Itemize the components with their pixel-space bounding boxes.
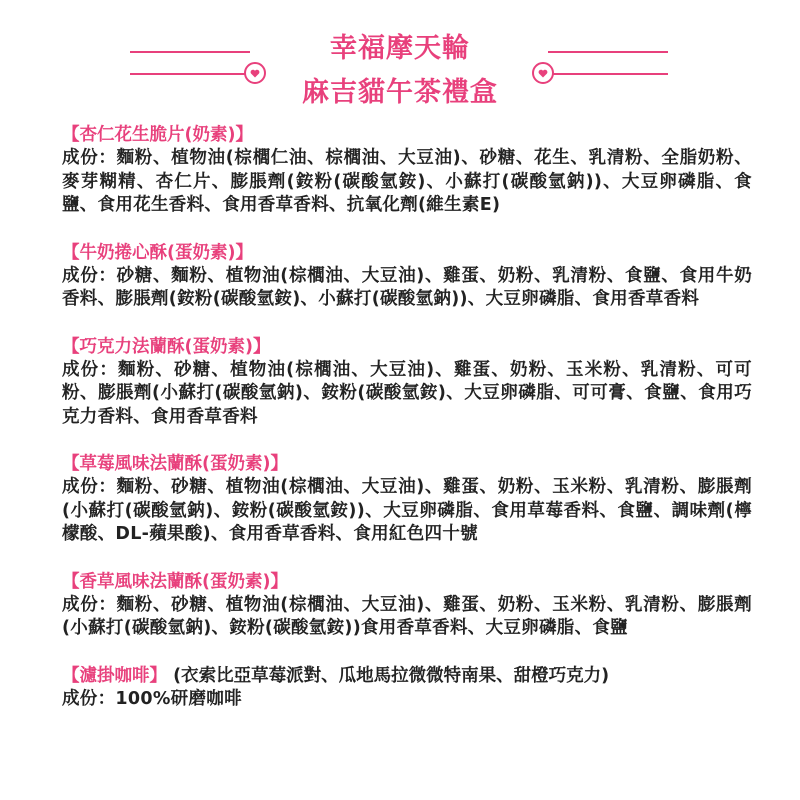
section-drip-coffee — [62, 665, 752, 712]
section-ingredients: 成份：砂糖、麵粉、植物油(棕櫚油、大豆油)、雞蛋、奶粉、乳清粉、食鹽、食用牛奶香料、膨脹劑(銨粉(碳酸氫銨)、小蘇打(碳酸氫鈉))、大豆卵磷脂、食用香草香料 — [62, 265, 752, 309]
section-strawberry-wafer — [62, 453, 752, 547]
heart-icon-right — [532, 62, 554, 84]
section-title: 【香草風味法蘭酥(蛋奶素)】 — [62, 571, 288, 592]
section-title-name: 【濾掛咖啡】 — [62, 665, 167, 686]
section-chocolate-wafer — [62, 336, 752, 430]
section-ingredients: 成份：麵粉、植物油(棕櫚仁油、棕櫚油、大豆油)、砂糖、花生、乳清粉、全脂奶粉、麥芽糊精、杏仁片、膨脹劑(銨粉(碳酸氫銨)、小蘇打(碳酸氫鈉))、大豆卵磷脂、食鹽、食用花生香料、食用香草香料、抗氧化劑(維生素E) — [62, 148, 752, 215]
deco-line-right-top — [548, 51, 668, 53]
section-ingredients: 成份：麵粉、砂糖、植物油(棕櫚油、大豆油)、雞蛋、奶粉、玉米粉、乳清粉、膨脹劑(小蘇打(碳酸氫鈉)、銨粉(碳酸氫銨))食用香草香料、大豆卵磷脂、食鹽 — [62, 594, 752, 638]
title-line-1: 幸福摩天輪 — [330, 33, 470, 64]
section-ingredients: 成份：麵粉、砂糖、植物油(棕櫚油、大豆油)、雞蛋、奶粉、玉米粉、乳清粉、膨脹劑(小蘇打(碳酸氫鈉)、銨粉(碳酸氫銨))、大豆卵磷脂、食用草莓香料、食鹽、調味劑(檸檬酸、DL-蘋果酸)、食用香草香料、食用紅色四十號 — [62, 477, 752, 544]
section-ingredients: 成份：麵粉、砂糖、植物油(棕櫚油、大豆油)、雞蛋、奶粉、玉米粉、乳清粉、可可粉、膨脹劑(小蘇打(碳酸氫鈉)、銨粉(碳酸氫銨)、大豆卵磷脂、可可膏、食鹽、食用巧克力香料、食用香草香料 — [62, 359, 752, 427]
deco-line-right-bottom — [552, 73, 668, 75]
section-title — [62, 665, 752, 688]
title-line-2: 麻吉貓午茶禮盒 — [302, 77, 498, 108]
section-title: 【牛奶捲心酥(蛋奶素)】 — [62, 242, 253, 263]
section-title: 【草莓風味法蘭酥(蛋奶素)】 — [62, 454, 288, 474]
deco-line-left-bottom — [130, 73, 248, 75]
section-vanilla-wafer — [62, 571, 752, 641]
header — [0, 28, 800, 118]
section-title: 【巧克力法蘭酥(蛋奶素)】 — [62, 336, 271, 357]
section-title-extra: (衣索比亞草莓派對、瓜地馬拉微微特南果、甜橙巧克力) — [173, 665, 610, 686]
section-title: 【杏仁花生脆片(奶素)】 — [62, 125, 253, 145]
ingredients-list — [62, 124, 752, 735]
section-almond-peanut — [62, 124, 752, 218]
section-milk-roll — [62, 242, 752, 312]
section-ingredients: 成份：100%研磨咖啡 — [62, 688, 242, 709]
